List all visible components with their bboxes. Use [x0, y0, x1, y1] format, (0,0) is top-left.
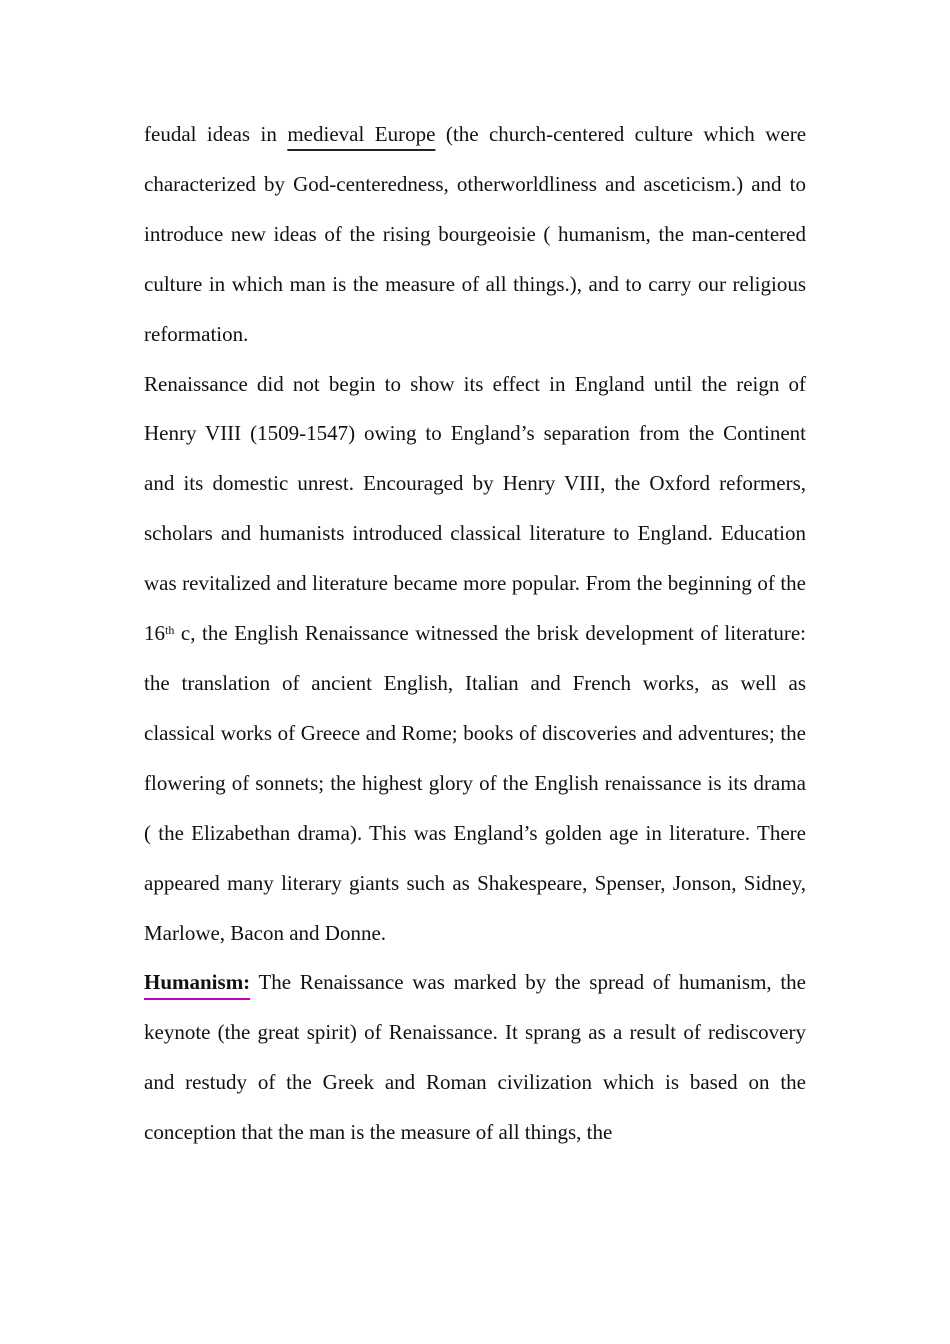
- paragraph-renaissance-england: [144, 360, 806, 959]
- paragraph-humanism: [144, 958, 806, 1158]
- p2-text-part2: c, the English Renaissance witnessed the brisk development of literature: the translation of ancient English, Italian and French works, as well as classical works of Greece and Rome; books of discoveries and adventures; the flowering of sonnets; the highest glory of the English renaissance is its drama ( the Elizabethan drama). This was England’s golden age in literature. There appeared many literary giants such as Shakespeare, Spenser, Jonson, Sidney, Marlowe, Bacon and Donne.: [144, 621, 806, 945]
- p2-text-part1: Renaissance did not begin to show its effect in England until the reign of Henry VIII (1509-1547) owing to England’s separation from the Continent and its domestic unrest. Encouraged by Henry VIII, the Oxford reformers, scholars and humanists introduced classical literature to England. Education was revitalized and literature became more popular. From the beginning of the 16: [144, 371, 806, 646]
- p1-text-after: (the church-centered culture which were characterized by God-centeredness, otherworldliness and asceticism.) and to introduce new ideas of the rising bourgeoisie ( humanism, the man-centered culture in which man is the measure of all things.), and to carry our religious reformation.: [144, 122, 807, 346]
- medieval-europe-link[interactable]: medieval Europe: [287, 122, 436, 146]
- p1-text-before: feudal ideas in: [144, 122, 288, 146]
- paragraph-feudal-ideas: [144, 110, 806, 360]
- p3-text: The Renaissance was marked by the spread of humanism, the keynote (the great spirit) of Renaissance. It sprang as a result of rediscovery and restudy of the Greek and Roman civilization which is based on the conception that the man is the measure of all things, the: [144, 970, 806, 1145]
- humanism-term: Humanism:: [144, 970, 251, 995]
- ordinal-superscript: th: [165, 623, 175, 638]
- document-body: [144, 110, 806, 1158]
